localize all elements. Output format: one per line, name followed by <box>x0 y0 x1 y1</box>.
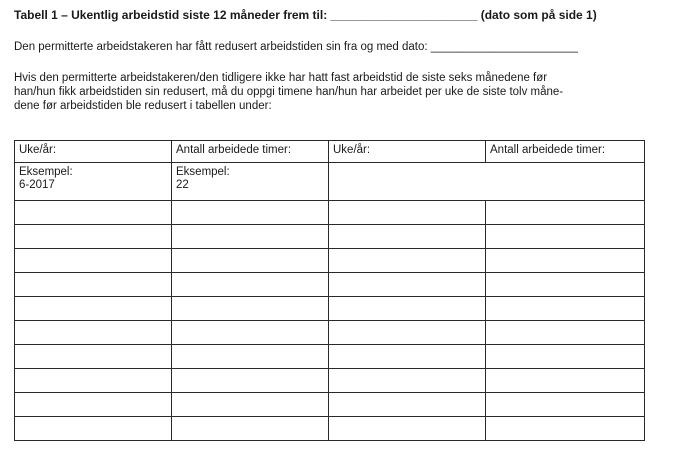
week-cell[interactable] <box>329 201 486 225</box>
hours-cell[interactable] <box>486 225 645 249</box>
hours-cell[interactable] <box>486 297 645 321</box>
week-cell[interactable] <box>329 345 486 369</box>
example-hours-value: 22 <box>176 179 189 191</box>
example-row <box>15 163 645 201</box>
hours-cell[interactable] <box>486 393 645 417</box>
week-cell[interactable] <box>329 297 486 321</box>
hours-cell[interactable] <box>486 345 645 369</box>
table-header-row <box>15 141 645 163</box>
table-row <box>15 201 645 225</box>
example-hours-cell <box>172 163 329 201</box>
header-hours-2: Antall arbeidede timer: <box>486 141 645 163</box>
header-hours-1: Antall arbeidede timer: <box>172 141 329 163</box>
paragraph-line: han/hun fikk arbeidstiden sin redusert, må du oppgi timene han/hun har arbeidet per uke de siste tolv måne- <box>14 86 564 98</box>
hours-cell[interactable] <box>172 393 329 417</box>
hours-cell[interactable] <box>486 417 645 441</box>
hours-cell[interactable] <box>172 249 329 273</box>
hours-cell[interactable] <box>172 345 329 369</box>
example-week-value: 6-2017 <box>19 179 55 191</box>
hours-cell[interactable] <box>486 369 645 393</box>
reduced-date-line: Den permitterte arbeidstakeren har fått redusert arbeidstiden sin fra og med dato: _______________________ <box>14 41 578 53</box>
table-row <box>15 369 645 393</box>
header-week-year-2: Uke/år: <box>329 141 486 163</box>
hours-cell[interactable] <box>172 273 329 297</box>
hours-cell[interactable] <box>172 417 329 441</box>
week-cell[interactable] <box>15 417 172 441</box>
header-week-year-1: Uke/år: <box>15 141 172 163</box>
week-cell[interactable] <box>15 297 172 321</box>
week-cell[interactable] <box>15 249 172 273</box>
hours-cell[interactable] <box>172 321 329 345</box>
paragraph-line: Hvis den permitterte arbeidstakeren/den tidligere ikke har hatt fast arbeidstid de siste seks månedene før <box>14 72 548 84</box>
hours-cell[interactable] <box>172 201 329 225</box>
hours-cell[interactable] <box>486 273 645 297</box>
week-cell[interactable] <box>329 273 486 297</box>
week-cell[interactable] <box>15 393 172 417</box>
hours-cell[interactable] <box>172 369 329 393</box>
week-cell[interactable] <box>15 201 172 225</box>
hours-cell[interactable] <box>486 201 645 225</box>
week-cell[interactable] <box>329 369 486 393</box>
week-cell[interactable] <box>15 345 172 369</box>
week-cell[interactable] <box>15 321 172 345</box>
hours-cell[interactable] <box>172 225 329 249</box>
table-row <box>15 249 645 273</box>
table-row <box>15 297 645 321</box>
week-cell[interactable] <box>329 321 486 345</box>
table-row <box>15 417 645 441</box>
week-cell[interactable] <box>329 225 486 249</box>
example-hours-label: Eksempel: <box>176 166 230 178</box>
example-week-label: Eksempel: <box>19 166 73 178</box>
table-row <box>15 393 645 417</box>
paragraph-line: dene før arbeidstiden ble redusert i tabellen under: <box>14 100 272 112</box>
week-cell[interactable] <box>329 249 486 273</box>
instruction-paragraph <box>14 71 654 113</box>
week-cell[interactable] <box>15 225 172 249</box>
hours-table <box>14 140 645 441</box>
table-row <box>15 321 645 345</box>
example-week-cell <box>15 163 172 201</box>
table-row <box>15 225 645 249</box>
table-title: Tabell 1 – Ukentlig arbeidstid siste 12 måneder frem til: ______________________ (dato som på side 1) <box>14 8 597 22</box>
table-row <box>15 345 645 369</box>
hours-cell[interactable] <box>486 249 645 273</box>
table-row <box>15 273 645 297</box>
week-cell[interactable] <box>15 369 172 393</box>
week-cell[interactable] <box>329 393 486 417</box>
hours-cell[interactable] <box>486 321 645 345</box>
week-cell[interactable] <box>15 273 172 297</box>
example-empty-cell <box>329 163 645 201</box>
week-cell[interactable] <box>329 417 486 441</box>
hours-cell[interactable] <box>172 297 329 321</box>
